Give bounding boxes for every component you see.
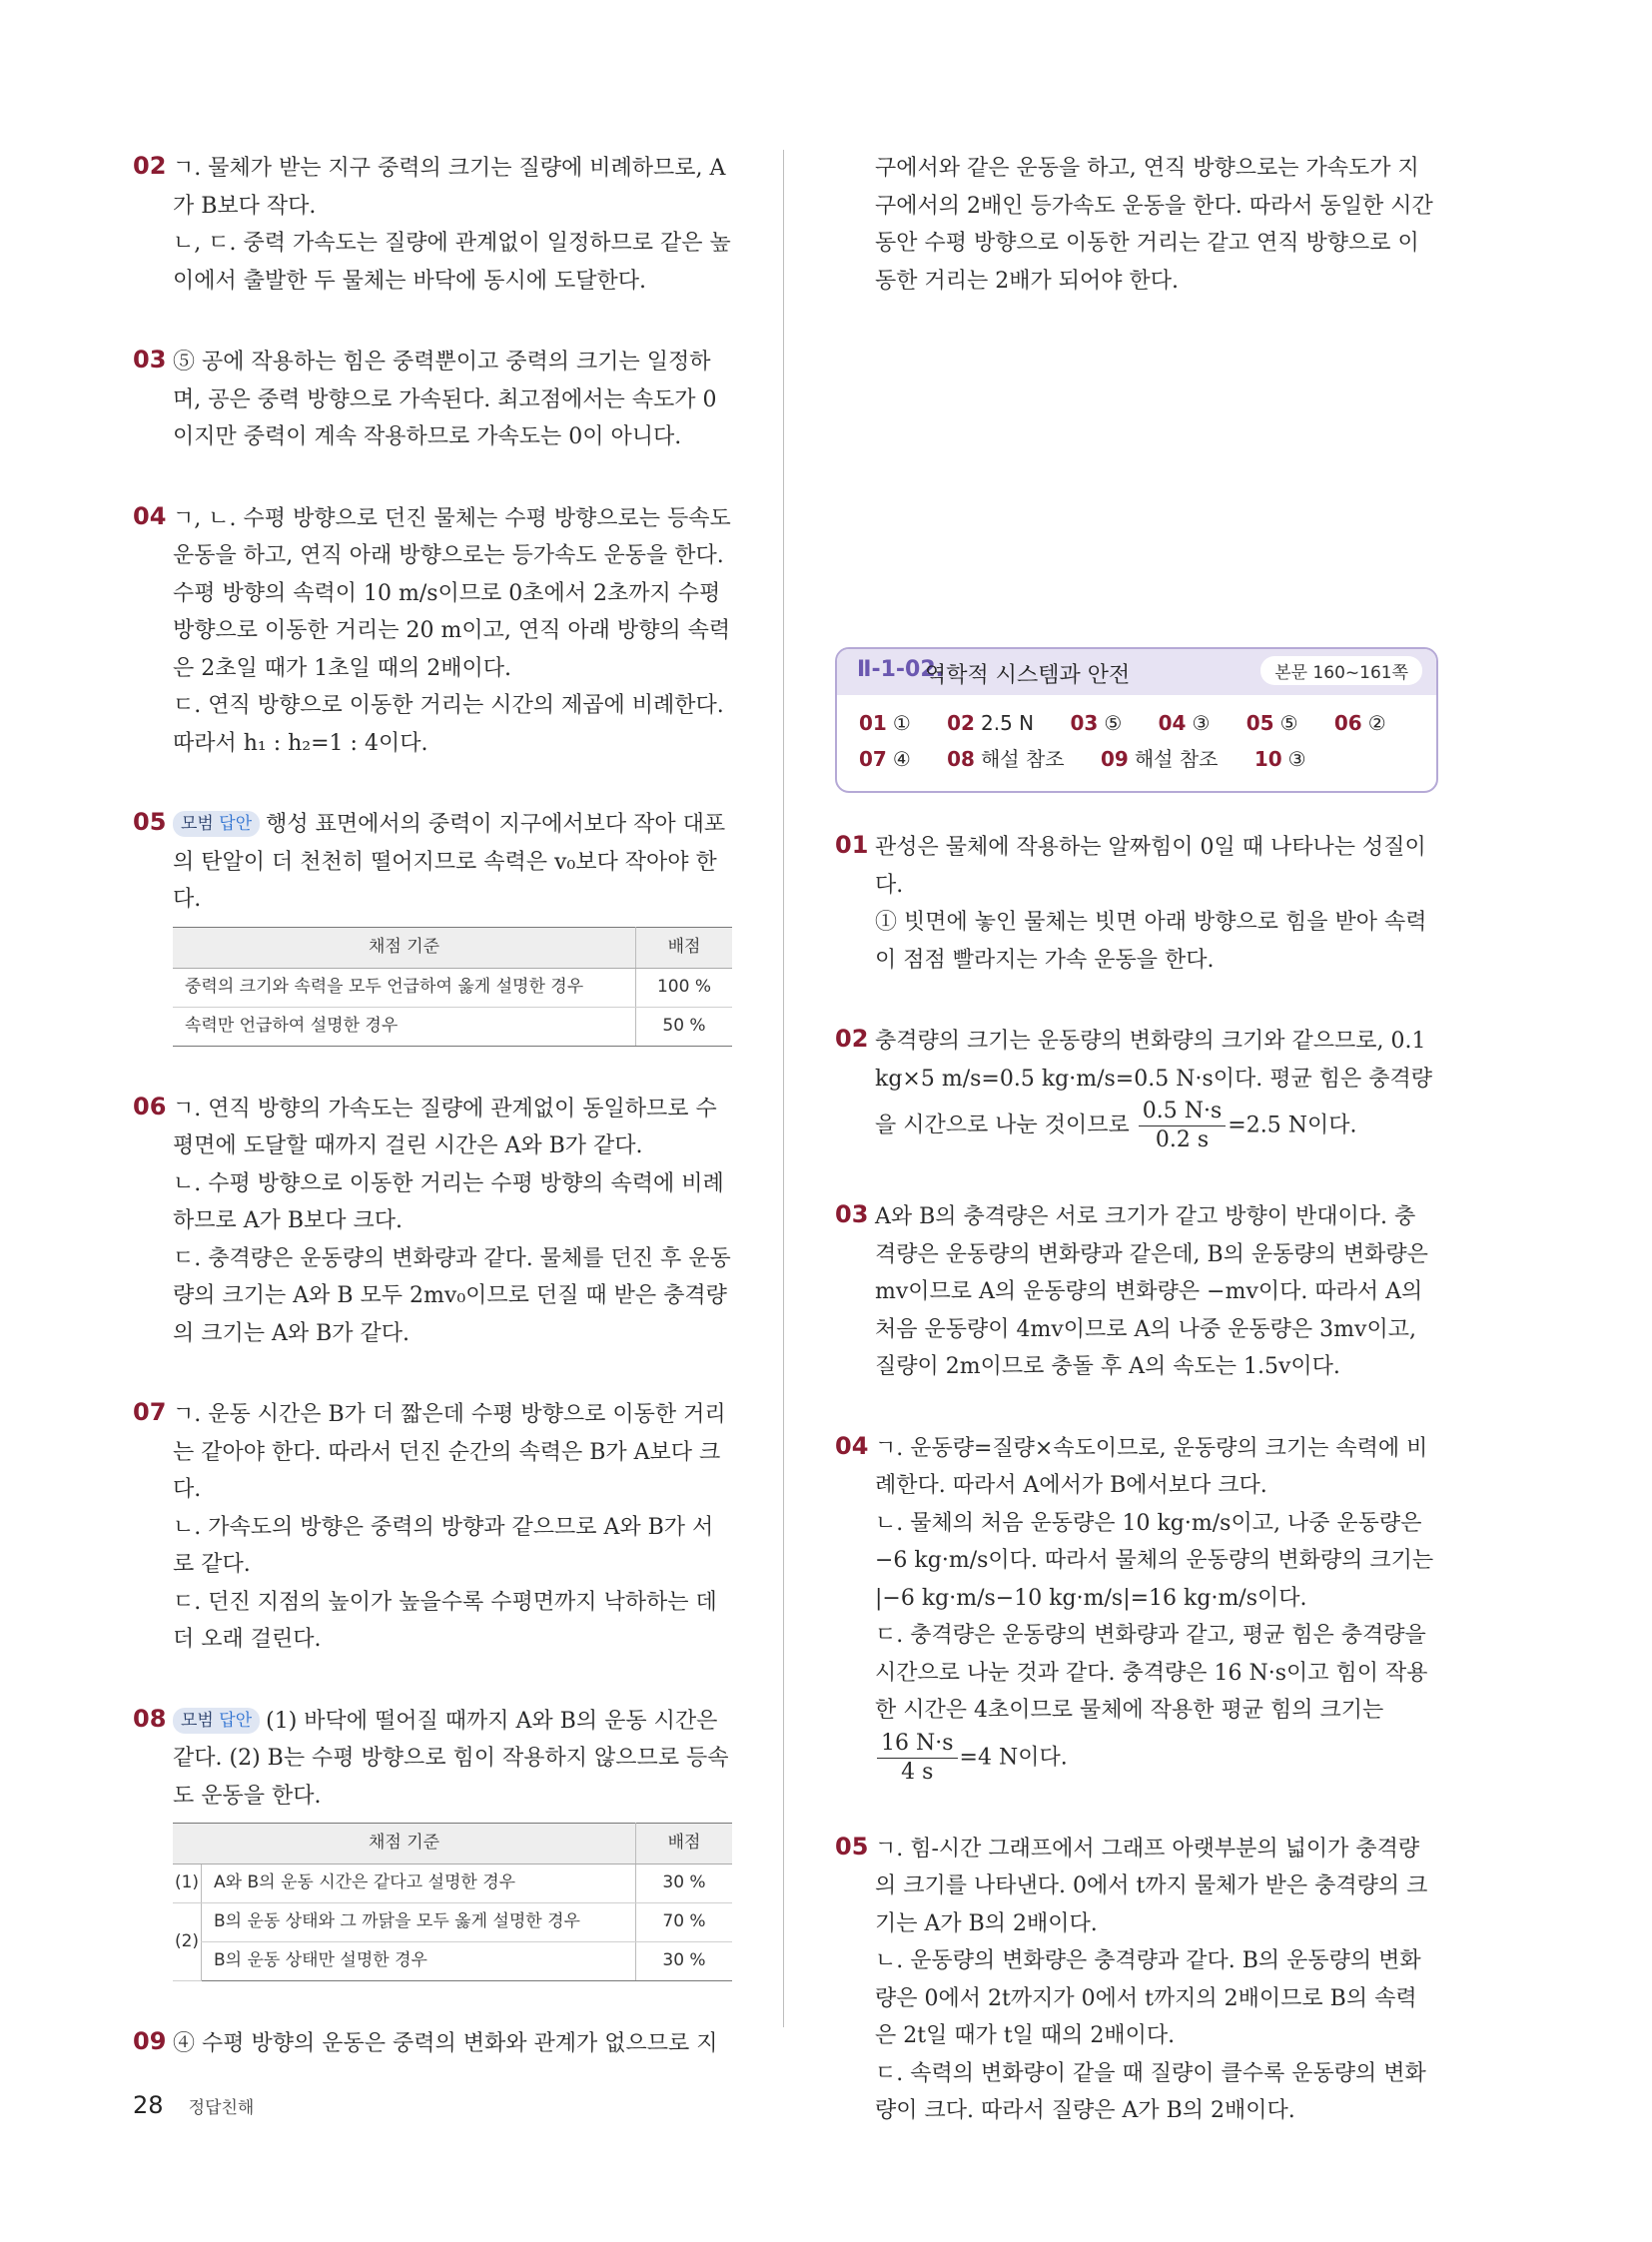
answer-key-item bbox=[1334, 705, 1386, 741]
answer-key-number: 09 bbox=[1100, 747, 1129, 771]
model-answer-badge bbox=[173, 811, 260, 837]
answer-key-value: ⑤ bbox=[1104, 711, 1123, 735]
answer-text: (1) 바닥에 떨어질 때까지 A와 B의 운동 시간은 같다. (2) B는 수평 방향으로 힘이 작용하지 않으므로 등속도 운동을 한다. bbox=[173, 1708, 729, 1809]
answer-text: ㄴ. 가속도의 방향은 중력의 방향과 같으므로 A와 B가 서로 같다. bbox=[173, 1514, 714, 1577]
answer-key-item bbox=[859, 741, 911, 777]
answer-key-item bbox=[947, 705, 1034, 741]
scoring-table bbox=[173, 927, 732, 1047]
answer-key-number: 04 bbox=[1158, 711, 1187, 735]
table-cell: 100 % bbox=[636, 968, 733, 1007]
answer-item-04 bbox=[133, 500, 732, 763]
fraction-denominator: 0.2 s bbox=[1155, 1127, 1210, 1152]
answer-item-09 bbox=[133, 2025, 732, 2063]
answer-text: ㄷ. 연직 방향으로 이동한 거리는 시간의 제곱에 비례한다. 따라서 h₁ : h₂=1 : 4이다. bbox=[173, 693, 724, 756]
question-number: 01 bbox=[835, 831, 869, 859]
column-divider bbox=[783, 150, 784, 2027]
answer-key-value: ⑤ bbox=[1279, 711, 1298, 735]
answer-text: 충격량의 크기는 운동량의 변화량의 크기와 같으므로, 0.1 kg×5 m/s=0.5 kg·m/s=0.5 N·s이다. 평균 힘은 충격량을 시간으로 나눈 것이므로 bbox=[875, 1029, 1432, 1138]
answer-key-item bbox=[947, 741, 1064, 777]
question-number: 05 bbox=[835, 1832, 869, 1861]
badge-text: 모범 bbox=[181, 814, 214, 834]
table-header: 배점 bbox=[636, 927, 733, 968]
page-reference-badge: 본문 160~161쪽 bbox=[1260, 656, 1422, 685]
answer-key-value: 2.5 N bbox=[980, 711, 1035, 735]
section-title: 역학적 시스템과 안전 bbox=[925, 663, 1131, 688]
table-row bbox=[173, 1942, 732, 1981]
answer-item-r05 bbox=[835, 1831, 1436, 2130]
model-answer-badge bbox=[173, 1708, 260, 1734]
answer-text: A와 B의 충격량은 서로 크기가 같고 방향이 반대이다. 충격량은 운동량의 변화량과 같은데, B의 운동량의 변화량은 mv이므로 A의 운동량의 변화량은 −mv이다. 따라서 A의 처음 운동량이 4mv이므로 A의 나중 운동량은 3mv이고, 질량이 2m이므로 충돌 후 A의 속도는 1.5v이다. bbox=[875, 1204, 1428, 1379]
scoring-table bbox=[173, 1823, 732, 1981]
answer-key-box bbox=[835, 647, 1438, 793]
footer-label: 정답친해 bbox=[188, 2098, 255, 2118]
question-number: 07 bbox=[133, 1398, 167, 1426]
table-row bbox=[173, 968, 732, 1007]
answer-text: ⑤ 공에 작용하는 힘은 중력뿐이고 중력의 크기는 일정하며, 공은 중력 방향으로 가속된다. 최고점에서는 속도가 0이지만 중력이 계속 작용하므로 가속도는 0이 아니다. bbox=[173, 350, 717, 449]
answer-key-number: 10 bbox=[1253, 747, 1282, 771]
answer-text: ㄷ. 던진 지점의 높이가 높을수록 수평면까지 낙하하는 데 더 오래 걸린다. bbox=[173, 1589, 717, 1652]
answer-key-item bbox=[1159, 705, 1211, 741]
page-number: 28 bbox=[133, 2091, 164, 2119]
answer-item-02 bbox=[133, 150, 732, 300]
answer-key-number: 06 bbox=[1333, 711, 1362, 735]
section-code: Ⅱ-1-02. bbox=[857, 657, 945, 682]
answer-text: ㄱ. 운동 시간은 B가 더 짧은데 수평 방향으로 이동한 거리는 같아야 한다. 따라서 던진 순간의 속력은 B가 A보다 크다. bbox=[173, 1402, 726, 1502]
table-cell: 70 % bbox=[636, 1903, 733, 1942]
answer-item-07 bbox=[133, 1396, 732, 1659]
answer-key-value: 해설 참조 bbox=[1134, 747, 1219, 771]
answer-item-r02 bbox=[835, 1023, 1436, 1154]
answer-key-item bbox=[1101, 741, 1218, 777]
question-number: 02 bbox=[133, 152, 167, 180]
answer-text: =2.5 N이다. bbox=[1228, 1113, 1357, 1138]
answer-text: 구에서와 같은 운동을 하고, 연직 방향으로는 가속도가 지구에서의 2배인 등가속도 운동을 한다. 따라서 동일한 시간 동안 수평 방향으로 이동한 거리는 같고 연직 방향으로 이동한 거리는 2배가 되어야 한다. bbox=[875, 156, 1433, 294]
answer-key-number: 02 bbox=[947, 711, 975, 735]
answer-key-header bbox=[837, 649, 1436, 695]
question-number: 02 bbox=[835, 1025, 869, 1053]
answer-text: ㄴ. 물체의 처음 운동량은 10 kg·m/s이고, 나중 운동량은 −6 kg·m/s이다. 따라서 물체의 운동량의 변화량의 크기는 |−6 kg·m/s−10 kg·m/s|=16 kg·m/s이다. bbox=[875, 1510, 1434, 1611]
answer-key-item bbox=[1070, 705, 1122, 741]
fraction bbox=[1139, 1098, 1227, 1154]
question-number: 03 bbox=[133, 346, 167, 374]
table-cell: 30 % bbox=[636, 1865, 733, 1903]
table-row bbox=[173, 1865, 732, 1903]
question-number: 03 bbox=[835, 1200, 869, 1228]
page-footer bbox=[133, 2091, 254, 2119]
answer-text: ㄷ. 속력의 변화량이 같을 때 질량이 클수록 운동량의 변화량이 크다. 따라서 질량은 A가 B의 2배이다. bbox=[875, 2060, 1426, 2123]
question-number: 05 bbox=[133, 808, 167, 836]
answer-item-r04 bbox=[835, 1430, 1436, 1787]
answer-item-09-continued bbox=[835, 150, 1436, 300]
answer-key-number: 05 bbox=[1245, 711, 1274, 735]
answer-text: ① 빗면에 놓인 물체는 빗면 아래 방향으로 힘을 받아 속력이 점점 빨라지는 가속 운동을 한다. bbox=[875, 910, 1427, 973]
answer-key-item bbox=[1254, 741, 1306, 777]
fraction-denominator: 4 s bbox=[901, 1759, 934, 1785]
table-cell: (2) bbox=[173, 1903, 202, 1981]
answer-item-r01 bbox=[835, 829, 1436, 979]
answer-text: ㄱ. 운동량=질량×속도이므로, 운동량의 크기는 속력에 비례한다. 따라서 A에서가 B에서보다 크다. bbox=[875, 1435, 1428, 1498]
question-number: 06 bbox=[133, 1092, 167, 1121]
answer-key-item bbox=[1246, 705, 1298, 741]
answer-text: =4 N이다. bbox=[959, 1745, 1068, 1770]
answer-text: ㄴ, ㄷ. 중력 가속도는 질량에 관계없이 일정하므로 같은 높이에서 출발한 두 물체는 바닥에 동시에 도달한다. bbox=[173, 231, 731, 294]
table-cell: (1) bbox=[173, 1865, 202, 1903]
answer-key-value: ② bbox=[1367, 711, 1386, 735]
table-header: 배점 bbox=[636, 1824, 733, 1865]
answer-key-number: 03 bbox=[1070, 711, 1099, 735]
answer-key-grid bbox=[837, 695, 1436, 791]
badge-text-accent: 답안 bbox=[219, 814, 253, 834]
answer-item-05 bbox=[133, 806, 732, 1047]
answer-key-item bbox=[859, 705, 911, 741]
answer-item-03 bbox=[133, 344, 732, 456]
badge-text: 모범 bbox=[181, 1710, 214, 1731]
fraction-numerator: 16 N·s bbox=[877, 1730, 958, 1759]
answer-key-value: ① bbox=[892, 711, 911, 735]
table-cell: 50 % bbox=[636, 1007, 733, 1046]
answer-key-number: 08 bbox=[947, 747, 975, 771]
answer-key-value: ④ bbox=[892, 747, 911, 771]
answer-text: ㄱ. 연직 방향의 가속도는 질량에 관계없이 동일하므로 수평면에 도달할 때까지 걸린 시간은 A와 B가 같다. bbox=[173, 1096, 717, 1158]
answer-key-number: 07 bbox=[859, 747, 887, 771]
answer-text: 관성은 물체에 작용하는 알짜힘이 0일 때 나타나는 성질이다. bbox=[875, 835, 1426, 898]
answer-item-06 bbox=[133, 1091, 732, 1353]
answer-item-08 bbox=[133, 1703, 732, 1982]
table-row bbox=[173, 1007, 732, 1046]
answer-text: 행성 표면에서의 중력이 지구에서보다 작아 대포의 탄알이 더 천천히 떨어지므로 속력은 v₀보다 작아야 한다. bbox=[173, 812, 726, 912]
answer-text: ㄱ, ㄴ. 수평 방향으로 던진 물체는 수평 방향으로는 등속도 운동을 하고, 연직 아래 방향으로는 등가속도 운동을 한다. 수평 방향의 속력이 10 m/s이므로 0초에서 2초까지 수평 방향으로 이동한 거리는 20 m이고, 연직 아래 방향의 속력은 2초일 때가 1초일 때의 2배이다. bbox=[173, 505, 731, 681]
answer-text: ㄷ. 충격량은 운동량의 변화량과 같다. 물체를 던진 후 운동량의 크기는 A와 B 모두 2mv₀이므로 던질 때 받은 충격량의 크기는 A와 B가 같다. bbox=[173, 1245, 731, 1346]
answer-text: ㄴ. 운동량의 변화량은 충격량과 같다. B의 운동량의 변화량은 0에서 2t까지가 0에서 t까지의 2배이므로 B의 속력은 2t일 때가 t일 때의 2배이다. bbox=[875, 1948, 1421, 2048]
answer-key-value: ③ bbox=[1287, 747, 1306, 771]
left-column bbox=[133, 150, 732, 2107]
question-number: 04 bbox=[133, 501, 167, 530]
table-cell: A와 B의 운동 시간은 같다고 설명한 경우 bbox=[202, 1865, 636, 1903]
question-number: 08 bbox=[133, 1704, 167, 1733]
table-cell: 중력의 크기와 속력을 모두 언급하여 옳게 설명한 경우 bbox=[173, 968, 636, 1007]
badge-text-accent: 답안 bbox=[219, 1710, 253, 1731]
answer-text: ㄱ. 힘-시간 그래프에서 그래프 아랫부분의 넓이가 충격량의 크기를 나타낸다. 0에서 t까지 물체가 받은 충격량의 크기는 A가 B의 2배이다. bbox=[875, 1836, 1428, 1936]
table-cell: 속력만 언급하여 설명한 경우 bbox=[173, 1007, 636, 1046]
table-cell: 30 % bbox=[636, 1942, 733, 1981]
question-number: 09 bbox=[133, 2027, 167, 2055]
fraction-numerator: 0.5 N·s bbox=[1139, 1098, 1227, 1126]
table-header: 채점 기준 bbox=[173, 1824, 636, 1865]
table-header: 채점 기준 bbox=[173, 927, 636, 968]
answer-key-value: 해설 참조 bbox=[980, 747, 1065, 771]
table-cell: B의 운동 상태와 그 까닭을 모두 옳게 설명한 경우 bbox=[202, 1903, 636, 1942]
answer-key-value: ③ bbox=[1192, 711, 1211, 735]
answer-text: ④ 수평 방향의 운동은 중력의 변화와 관계가 없으므로 지 bbox=[173, 2031, 718, 2056]
answer-text: ㄷ. 충격량은 운동량의 변화량과 같고, 평균 힘은 충격량을 시간으로 나눈 것과 같다. 충격량은 16 N·s이고 힘이 작용한 시간은 4초이므로 물체에 작용한 평균 힘의 크기는 bbox=[875, 1623, 1428, 1723]
answer-text: ㄴ. 수평 방향으로 이동한 거리는 수평 방향의 속력에 비례하므로 A가 B보다 크다. bbox=[173, 1170, 724, 1233]
right-column bbox=[835, 150, 1436, 2174]
table-row bbox=[173, 1903, 732, 1942]
answer-item-r03 bbox=[835, 1198, 1436, 1386]
answer-text: ㄱ. 물체가 받는 지구 중력의 크기는 질량에 비례하므로, A가 B보다 작다. bbox=[173, 156, 726, 219]
table-cell: B의 운동 상태만 설명한 경우 bbox=[202, 1942, 636, 1981]
question-number: 04 bbox=[835, 1431, 869, 1460]
fraction bbox=[877, 1730, 958, 1787]
answer-key-number: 01 bbox=[859, 711, 887, 735]
